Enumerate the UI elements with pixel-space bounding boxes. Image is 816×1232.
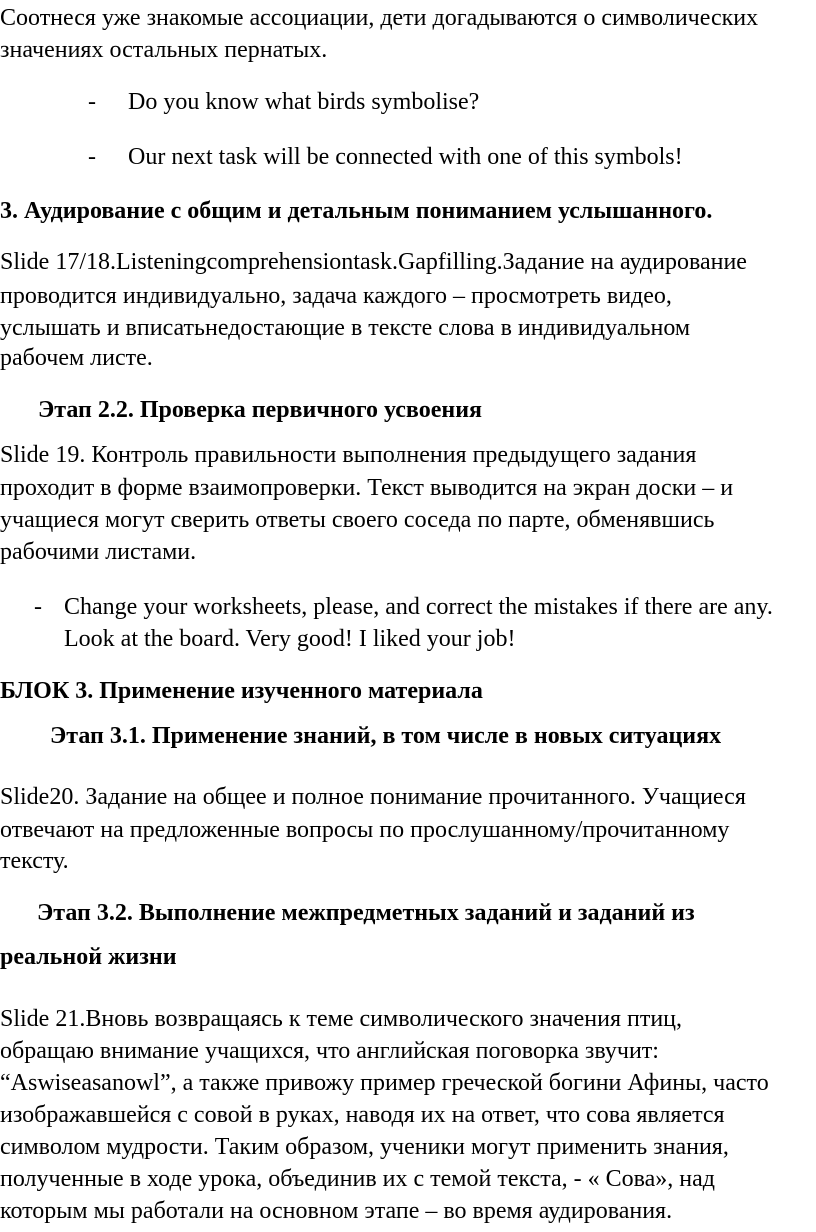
bullet-text: Change your worksheets, please, and correct the mistakes if there are any. bbox=[64, 594, 773, 620]
stage-heading: Этап 2.2. Проверка первичного усвоения bbox=[38, 397, 482, 423]
paragraph-line: Slide 17/18.Listeningcomprehensiontask.Gapfilling.Задание на аудирование bbox=[0, 249, 747, 275]
paragraph-line: полученные в ходе урока, объединив их с темой текста, - « Сова», над bbox=[0, 1166, 715, 1192]
paragraph-line: тексту. bbox=[0, 848, 69, 874]
paragraph-line: обращаю внимание учащихся, что английская поговорка звучит: bbox=[0, 1038, 659, 1064]
paragraph-line: которым мы работали на основном этапе – во время аудирования. bbox=[0, 1198, 673, 1224]
paragraph-line: Slide 21.Вновь возвращаясь к теме символического значения птиц, bbox=[0, 1006, 683, 1032]
bullet-text: Look at the board. Very good! I liked your job! bbox=[64, 626, 516, 652]
bullet-text: Our next task will be connected with one of this symbols! bbox=[128, 144, 683, 170]
bullet-dash: - bbox=[34, 594, 42, 620]
paragraph-line: отвечают на предложенные вопросы по прослушанному/прочитанному bbox=[0, 817, 730, 843]
block-heading: БЛОК 3. Применение изученного материала bbox=[0, 678, 483, 704]
bullet-dash: - bbox=[88, 144, 96, 170]
section-heading: 3. Аудирование с общим и детальным пониманием услышанного. bbox=[0, 198, 713, 224]
bullet-dash: - bbox=[88, 89, 96, 115]
stage-heading-continued: реальной жизни bbox=[0, 944, 177, 970]
intro-line-1: Соотнеся уже знакомые ассоциации, дети догадываются о символических bbox=[0, 5, 759, 31]
paragraph-line: проводится индивидуально, задача каждого – просмотреть видео, bbox=[0, 283, 672, 309]
intro-line-2: значениях остальных пернатых. bbox=[0, 37, 328, 63]
paragraph-line: учащиеся могут сверить ответы своего соседа по парте, обменявшись bbox=[0, 507, 715, 533]
paragraph-line: Slide20. Задание на общее и полное понимание прочитанного. Учащиеся bbox=[0, 784, 746, 810]
paragraph-line: изображавшейся с совой в руках, наводя их на ответ, что сова является bbox=[0, 1102, 725, 1128]
paragraph-line: услышать и вписатьнедостающие в тексте слова в индивидуальном bbox=[0, 315, 691, 341]
stage-heading: Этап 3.2. Выполнение межпредметных заданий и заданий из bbox=[37, 900, 695, 926]
paragraph-line: Slide 19. Контроль правильности выполнения предыдущего задания bbox=[0, 442, 697, 468]
bullet-text: Do you know what birds symbolise? bbox=[128, 89, 480, 115]
stage-heading: Этап 3.1. Применение знаний, в том числе в новых ситуациях bbox=[50, 723, 722, 749]
paragraph-line: символом мудрости. Таким образом, ученики могут применить знания, bbox=[0, 1134, 729, 1160]
paragraph-line: проходит в форме взаимопроверки. Текст выводится на экран доски – и bbox=[0, 475, 734, 501]
paragraph-line: “Aswiseasanowl”, а также привожу пример греческой богини Афины, часто bbox=[0, 1070, 769, 1096]
paragraph-line: рабочими листами. bbox=[0, 539, 197, 565]
paragraph-line: рабочем листе. bbox=[0, 345, 153, 371]
